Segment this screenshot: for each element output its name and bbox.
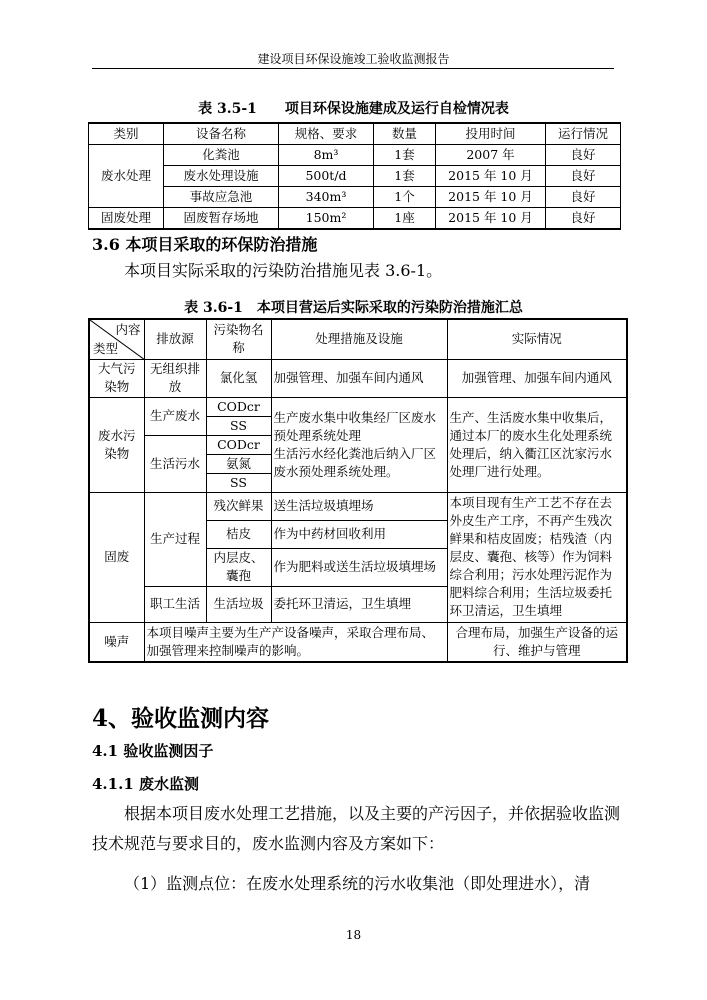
table2 xyxy=(88,318,628,663)
table2-header-pollutant: 污染物名称 xyxy=(206,319,271,359)
table-row xyxy=(89,359,627,397)
solid-pollutant: 桔皮 xyxy=(206,520,271,548)
table2-header-row xyxy=(89,319,627,359)
table2-header-source: 排放源 xyxy=(144,319,206,359)
water-source-production: 生产废水 xyxy=(144,397,206,435)
table-row xyxy=(89,622,627,662)
section-4-1-title: 4.1 验收监测因子 xyxy=(92,742,214,760)
table2-header-measure: 处理措施及设施 xyxy=(271,319,447,359)
table-cell: 2015 年 10 月 xyxy=(436,208,546,230)
table1-group-solidwaste: 固废处理 xyxy=(89,208,164,230)
air-type: 大气污染物 xyxy=(89,359,144,397)
table-cell: 废水处理设施 xyxy=(164,166,279,187)
noise-type: 噪声 xyxy=(89,622,144,662)
water-pollutant: 氨氮 xyxy=(206,454,271,473)
water-pollutant: SS xyxy=(206,473,271,492)
table1-header-status: 运行情况 xyxy=(546,123,621,145)
water-pollutant: CODcr xyxy=(206,397,271,416)
section-4-paragraph-1: 根据本项目废水处理工艺措施，以及主要的产污因子，并依据验收监测技术规范与要求目的，废水监测内容及方案如下： xyxy=(92,804,621,853)
running-header: 建设项目环保设施竣工验收监测报告 xyxy=(257,52,450,66)
table-cell: 固废暂存场地 xyxy=(164,208,279,230)
table-row xyxy=(89,166,621,187)
table-cell: 8m³ xyxy=(279,145,374,166)
solid-pollutant: 残次鲜果 xyxy=(206,492,271,520)
table-cell: 500t/d xyxy=(279,166,374,187)
header-rule xyxy=(92,68,614,69)
diag-top-label: 内容 xyxy=(115,322,141,337)
table2-caption: 表 3.6-1 本项目营运后实际采取的污染防治措施汇总 xyxy=(184,300,523,316)
air-measure: 加强管理、加强车间内通风 xyxy=(271,359,447,397)
table-cell: 良好 xyxy=(546,187,621,208)
water-pollutant: SS xyxy=(206,416,271,435)
table-cell: 1套 xyxy=(374,166,436,187)
table-cell: 良好 xyxy=(546,208,621,230)
section-4-1-1-title: 4.1.1 废水监测 xyxy=(92,775,199,793)
solid-measure: 作为肥料或送生活垃圾填埋场 xyxy=(271,548,447,586)
air-pollutant: 氯化氢 xyxy=(206,359,271,397)
table-row xyxy=(89,492,627,520)
table-cell: 2007 年 xyxy=(436,145,546,166)
solid-measure: 委托环卫清运，卫生填埋 xyxy=(271,586,447,622)
table1-caption: 表 3.5-1 项目环保设施建成及运行自检情况表 xyxy=(198,101,509,117)
table-cell: 340m³ xyxy=(279,187,374,208)
table-cell: 2015 年 10 月 xyxy=(436,187,546,208)
table1-header-quantity: 数量 xyxy=(374,123,436,145)
table1-header-date: 投用时间 xyxy=(436,123,546,145)
solid-measure: 送生活垃圾填埋场 xyxy=(271,492,447,520)
solid-source-production: 生产过程 xyxy=(144,492,206,586)
table1-group-wastewater: 废水处理 xyxy=(89,145,164,208)
table-cell: 1个 xyxy=(374,187,436,208)
table-row xyxy=(89,187,621,208)
solid-type: 固废 xyxy=(89,492,144,622)
air-source: 无组织排放 xyxy=(144,359,206,397)
water-source-domestic: 生活污水 xyxy=(144,435,206,492)
table1-header-spec: 规格、要求 xyxy=(279,123,374,145)
table-row xyxy=(89,145,621,166)
water-actual: 生产、生活废水集中收集后，通过本厂的废水生化处理系统处理后，纳入衢江区沈家污水处理厂进行处理。 xyxy=(447,397,627,492)
table-cell: 150m² xyxy=(279,208,374,230)
table2-header-actual: 实际情况 xyxy=(447,319,627,359)
section-3-6-text: 本项目实际采取的污染防治措施见表 3.6-1。 xyxy=(124,261,443,280)
section-3-6-title: 3.6 本项目采取的环保防治措施 xyxy=(92,235,318,254)
page-number: 18 xyxy=(345,928,362,942)
table1-header-row xyxy=(89,123,621,145)
water-type: 废水污染物 xyxy=(89,397,144,492)
table-row xyxy=(89,208,621,230)
table1-header-equipment: 设备名称 xyxy=(164,123,279,145)
table2-diagonal-header xyxy=(89,319,144,359)
diag-bottom-label: 类型 xyxy=(93,340,119,356)
solid-actual: 本项目现有生产工艺不存在去外皮生产工序，不再产生残次鲜果和桔皮固废；桔残渣（内层皮、囊孢、核等）作为饲料综合利用；污水处理污泥作为肥料综合利用；生活垃圾委托环卫清运，卫生填埋 xyxy=(447,492,627,622)
table-cell: 1座 xyxy=(374,208,436,230)
table1 xyxy=(88,122,621,230)
water-measure-1: 生产废水集中收集经厂区废水预处理系统处理 xyxy=(273,409,437,443)
table-cell: 1套 xyxy=(374,145,436,166)
table-cell: 良好 xyxy=(546,145,621,166)
table-cell: 化粪池 xyxy=(164,145,279,166)
air-actual: 加强管理、加强车间内通风 xyxy=(447,359,627,397)
water-measure-2: 生活污水经化粪池后纳入厂区废水预处理系统处理。 xyxy=(273,445,437,479)
section-4-paragraph-2: （1）监测点位：在废水处理系统的污水收集池（即处理进水），清 xyxy=(124,874,591,893)
section-4-title: 4、验收监测内容 xyxy=(92,705,270,732)
table-cell: 良好 xyxy=(546,166,621,187)
solid-pollutant: 生活垃圾 xyxy=(206,586,271,622)
table-cell: 2015 年 10 月 xyxy=(436,166,546,187)
table-cell: 事故应急池 xyxy=(164,187,279,208)
table-row xyxy=(89,397,627,416)
water-measure xyxy=(271,397,447,492)
noise-actual: 合理布局，加强生产设备的运行、维护与管理 xyxy=(447,622,627,662)
noise-measure: 本项目噪声主要为生产产设备噪声，采取合理布局、加强管理来控制噪声的影响。 xyxy=(144,622,447,662)
table1-header-category: 类别 xyxy=(89,123,164,145)
water-pollutant: CODcr xyxy=(206,435,271,454)
solid-measure: 作为中药材回收利用 xyxy=(271,520,447,548)
solid-source-staff: 职工生活 xyxy=(144,586,206,622)
solid-pollutant: 内层皮、囊孢 xyxy=(206,548,271,586)
